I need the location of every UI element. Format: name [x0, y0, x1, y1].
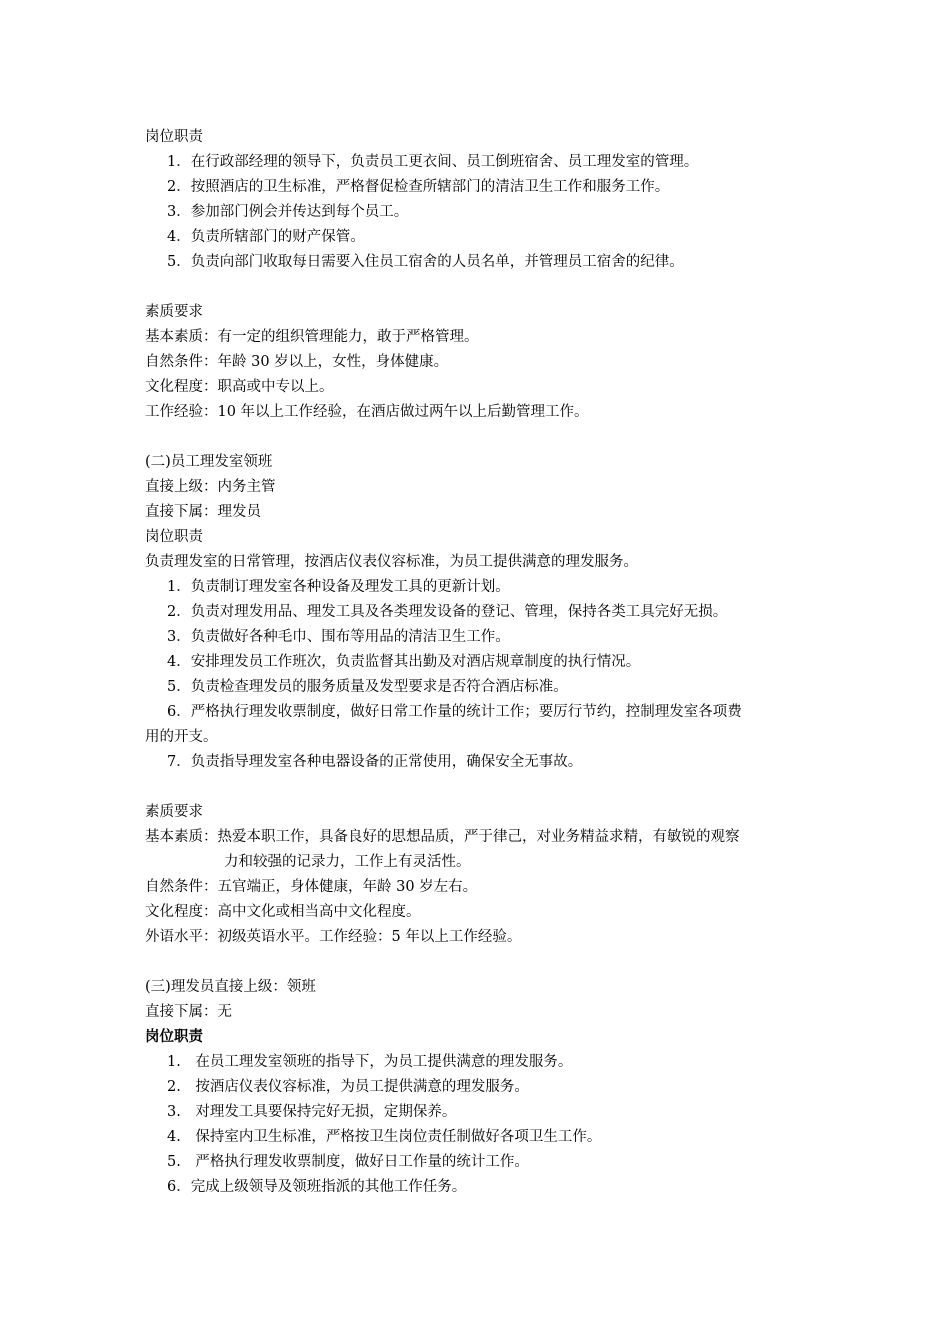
duty-item: 3．参加部门例会并传达到每个员工。	[167, 204, 409, 220]
requirements-heading: 素质要求	[145, 304, 203, 320]
duty-item: 6．严格执行理发收票制度，做好日常工作量的统计工作；要厉行节约，控制理发室各项费	[167, 704, 742, 720]
duty-item: 5. 严格执行理发收票制度，做好日工作量的统计工作。	[167, 1154, 529, 1170]
requirement-item: 工作经验：10 年以上工作经验，在酒店做过两午以上后勤管理工作。	[145, 404, 589, 420]
requirement-item: 自然条件：五官端正，身体健康，年龄 30 岁左右。	[145, 879, 478, 895]
duty-item: 5．负责向部门收取每日需要入住员工宿舍的人员名单，并管理员工宿舍的纪律。	[167, 254, 684, 270]
section-title: (三)理发员直接上级：领班	[145, 979, 316, 995]
duty-item: 2. 按酒店仪表仪容标准，为员工提供满意的理发服务。	[167, 1079, 529, 1095]
duty-item: 1．在行政部经理的领导下，负责员工更衣间、员工倒班宿舍、员工理发室的管理。	[167, 154, 699, 170]
duties-heading: 岗位职责	[145, 529, 203, 545]
duty-item: 1. 在员工理发室领班的指导下，为员工提供满意的理发服务。	[167, 1054, 573, 1070]
direct-superior: 直接上级：内务主管	[145, 479, 276, 495]
duty-item: 3. 对理发工具要保持完好无损，定期保养。	[167, 1104, 457, 1120]
direct-subordinate: 直接下属：无	[145, 1004, 232, 1020]
requirement-item-continuation: 力和较强的记录力，工作上有灵活性。	[224, 854, 471, 870]
duties-intro: 负责理发室的日常管理，按酒店仪表仪容标准，为员工提供满意的理发服务。	[145, 554, 638, 570]
duty-item: 6．完成上级领导及领班指派的其他工作任务。	[167, 1179, 467, 1195]
spacer	[145, 775, 825, 800]
duty-item: 4. 保持室内卫生标准，严格按卫生岗位责任制做好各项卫生工作。	[167, 1129, 602, 1145]
document-page	[145, 125, 825, 1200]
section-title: (二)员工理发室领班	[145, 454, 273, 470]
spacer	[145, 275, 825, 300]
duty-item: 7．负责指导理发室各种电器设备的正常使用，确保安全无事故。	[167, 754, 583, 770]
requirement-item: 外语水平：初级英语水平。工作经验：5 年以上工作经验。	[145, 929, 522, 945]
requirement-item: 基本素质：热爱本职工作，具备良好的思想品质，严于律己，对业务精益求精，有敏锐的观察	[145, 829, 740, 845]
duty-item: 4．安排理发员工作班次，负责监督其出勤及对酒店规章制度的执行情况。	[167, 654, 641, 670]
requirements-heading: 素质要求	[145, 804, 203, 820]
spacer	[145, 425, 825, 450]
requirement-item: 基本素质：有一定的组织管理能力，敢于严格管理。	[145, 329, 479, 345]
duty-item: 3．负责做好各种毛巾、围布等用品的清洁卫生工作。	[167, 629, 510, 645]
duty-item: 4．负责所辖部门的财产保管。	[167, 229, 365, 245]
duty-item-continuation: 用的开支。	[145, 729, 218, 745]
duties-heading: 岗位职责	[145, 129, 203, 145]
duty-item: 5．负责检查理发员的服务质量及发型要求是否符合酒店标准。	[167, 679, 568, 695]
duty-item: 2．负责对理发用品、理发工具及各类理发设备的登记、管理，保持各类工具完好无损。	[167, 604, 728, 620]
requirement-item: 文化程度：职高或中专以上。	[145, 379, 334, 395]
requirement-item: 文化程度：高中文化或相当高中文化程度。	[145, 904, 421, 920]
direct-subordinate: 直接下属：理发员	[145, 504, 261, 520]
duties-heading: 岗位职责	[145, 1029, 203, 1045]
spacer	[145, 950, 825, 975]
duty-item: 1．负责制订理发室各种设备及理发工具的更新计划。	[167, 579, 510, 595]
duty-item: 2．按照酒店的卫生标准，严格督促检查所辖部门的清洁卫生工作和服务工作。	[167, 179, 670, 195]
requirement-item: 自然条件：年龄 30 岁以上，女性，身体健康。	[145, 354, 449, 370]
